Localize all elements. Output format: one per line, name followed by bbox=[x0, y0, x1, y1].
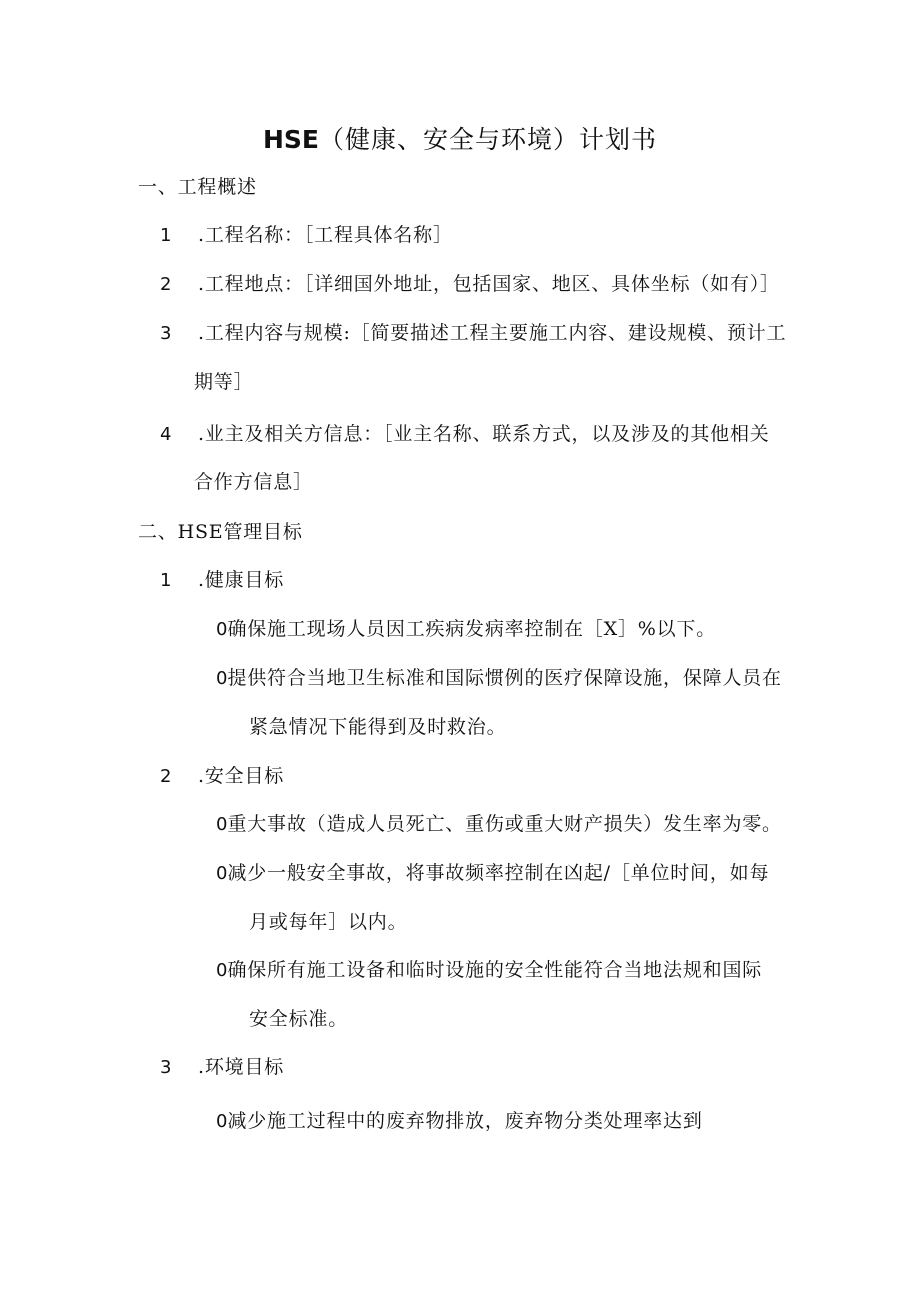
bullet-mark: 0 bbox=[216, 668, 228, 689]
item-number: 1 bbox=[160, 225, 172, 246]
bullet-text: 确保施工现场人员因工疾病发病率控制在［X］%以下。 bbox=[227, 618, 717, 640]
list-item bbox=[160, 422, 770, 447]
list-item bbox=[160, 568, 284, 593]
bullet-mark: 0 bbox=[216, 1111, 228, 1132]
item-number: 2 bbox=[160, 766, 172, 787]
bullet-item bbox=[216, 666, 782, 691]
bullet-item bbox=[216, 861, 769, 886]
bullet-mark: 0 bbox=[216, 619, 228, 640]
bullet-text: 减少一般安全事故，将事故频率控制在凶起/［单位时间，如每 bbox=[227, 862, 770, 884]
item-continuation: 期等］ bbox=[194, 371, 254, 393]
item-number: 3 bbox=[160, 323, 172, 344]
section-heading-hse-goals: 二、HSE管理目标 bbox=[138, 521, 303, 543]
bullet-item bbox=[216, 1109, 703, 1134]
item-number: 1 bbox=[160, 570, 172, 591]
bullet-text: 提供符合当地卫生标准和国际惯例的医疗保障设施，保障人员在 bbox=[227, 667, 782, 689]
item-label: .工程内容与规模:［简要描述工程主要施工内容、建设规模、预计工 bbox=[198, 322, 787, 344]
list-item bbox=[160, 764, 284, 789]
bullet-continuation: 安全标准。 bbox=[249, 1008, 349, 1030]
bullet-item bbox=[216, 617, 716, 642]
bullet-mark: 0 bbox=[216, 814, 228, 835]
item-number: 3 bbox=[160, 1057, 172, 1078]
title-abbreviation: HSE bbox=[262, 125, 319, 154]
item-label: .健康目标 bbox=[198, 569, 285, 591]
document-title bbox=[0, 120, 920, 156]
bullet-mark: 0 bbox=[216, 863, 228, 884]
list-item bbox=[160, 223, 453, 248]
bullet-item bbox=[216, 812, 782, 837]
list-item bbox=[160, 1055, 284, 1080]
item-number: 4 bbox=[160, 424, 172, 445]
item-label: .工程名称：［工程具体名称］ bbox=[198, 224, 453, 246]
item-label: .业主及相关方信息：［业主名称、联系方式，以及涉及的其他相关 bbox=[198, 423, 770, 445]
bullet-continuation: 月或每年］以内。 bbox=[249, 911, 408, 933]
bullet-continuation: 紧急情况下能得到及时救治。 bbox=[249, 716, 507, 738]
item-number: 2 bbox=[160, 274, 172, 295]
bullet-text: 重大事故（造成人员死亡、重伤或重大财产损失）发生率为零。 bbox=[227, 813, 782, 835]
item-continuation: 合作方信息］ bbox=[194, 471, 313, 493]
item-label: .安全目标 bbox=[198, 765, 285, 787]
list-item bbox=[160, 272, 780, 297]
bullet-mark: 0 bbox=[216, 960, 228, 981]
list-item bbox=[160, 321, 786, 346]
item-label: .工程地点：［详细国外地址，包括国家、地区、具体坐标（如有）］ bbox=[198, 273, 780, 295]
bullet-item bbox=[216, 958, 762, 983]
bullet-text: 确保所有施工设备和临时设施的安全性能符合当地法规和国际 bbox=[227, 959, 763, 981]
bullet-text: 减少施工过程中的废弃物排放，废弃物分类处理率达到 bbox=[227, 1110, 703, 1132]
item-label: .环境目标 bbox=[198, 1056, 285, 1078]
section-heading-overview: 一、工程概述 bbox=[138, 176, 257, 198]
title-text: （健康、安全与环境）计划书 bbox=[319, 125, 658, 154]
